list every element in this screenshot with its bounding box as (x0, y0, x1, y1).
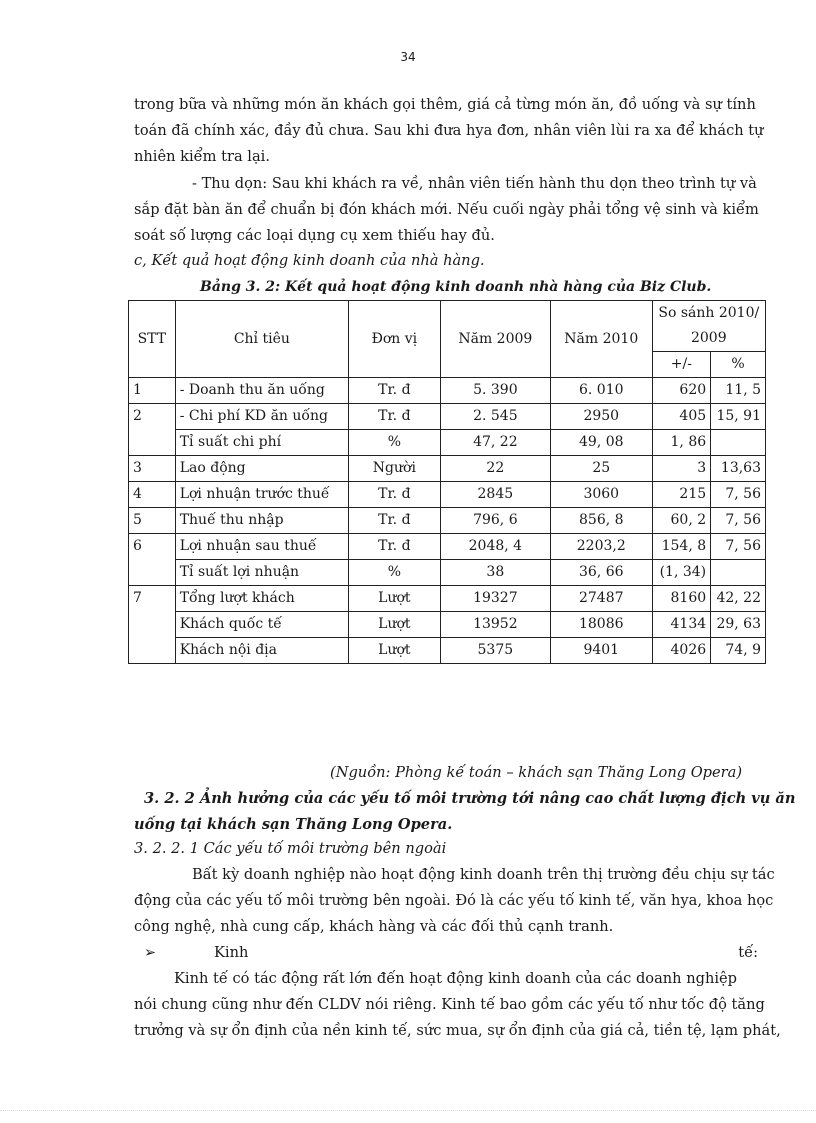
header-pct: % (711, 352, 766, 378)
table-cell: 22 (440, 456, 550, 482)
header-2010: Năm 2010 (550, 301, 652, 378)
text-line: trong bữa và những món ăn khách gọi thêm, giá cả từng món ăn, đồ uống và sự tính (134, 96, 756, 113)
table-row (129, 612, 766, 638)
table-cell: 18086 (550, 612, 652, 638)
subheading-c: c, Kết quả hoạt động kinh doanh của nhà hàng. (134, 252, 485, 269)
table-cell: 38 (440, 560, 550, 586)
table-cell: 60, 2 (652, 508, 711, 534)
arrow-bullet-icon: ➢ (144, 944, 157, 961)
header-row (129, 301, 766, 352)
table-cell: 19327 (440, 586, 550, 612)
economy-paragraph (134, 966, 781, 1044)
table-cell: 29, 63 (711, 612, 766, 638)
table-cell: Lao động (175, 456, 348, 482)
table-cell: Tr. đ (348, 508, 440, 534)
table-cell: 7 (129, 586, 176, 664)
table-cell: 5375 (440, 638, 550, 664)
table-cell: Khách nội địa (175, 638, 348, 664)
table-cell: 405 (652, 404, 711, 430)
intro-paragraph (134, 92, 764, 170)
table-cell: 42, 22 (711, 586, 766, 612)
table-cell: 4026 (652, 638, 711, 664)
table-cell: 3 (129, 456, 176, 482)
section-heading (134, 786, 796, 838)
source-note: (Nguồn: Phòng kế toán – khách sạn Thăng Long Opera) (330, 764, 743, 781)
table-cell: Thuế thu nhập (175, 508, 348, 534)
text-line: soát số lượng các loại dụng cụ xem thiếu hay đủ. (134, 227, 495, 244)
table-cell: Người (348, 456, 440, 482)
table-cell: 3 (652, 456, 711, 482)
table-cell: 4134 (652, 612, 711, 638)
table-cell: 6 (129, 534, 176, 586)
table-cell: Tỉ suất chi phí (175, 430, 348, 456)
table-cell: % (348, 560, 440, 586)
table-cell: 2048, 4 (440, 534, 550, 560)
table-row (129, 586, 766, 612)
table-row (129, 560, 766, 586)
table-cell: 15, 91 (711, 404, 766, 430)
table-cell: 2 (129, 404, 176, 456)
table-cell: 27487 (550, 586, 652, 612)
table-cell (711, 430, 766, 456)
table-cell: 2845 (440, 482, 550, 508)
table-cell: 856, 8 (550, 508, 652, 534)
table-row (129, 404, 766, 430)
table-cell: Lượt (348, 612, 440, 638)
table-cell: 2. 545 (440, 404, 550, 430)
table-cell: Tr. đ (348, 534, 440, 560)
table-cell: 13952 (440, 612, 550, 638)
table-cell: - Doanh thu ăn uống (175, 378, 348, 404)
table-cell: Lợi nhuận trước thuế (175, 482, 348, 508)
table-cell: 4 (129, 482, 176, 508)
table-cell: 11, 5 (711, 378, 766, 404)
table-cell: 1, 86 (652, 430, 711, 456)
page-bottom-divider (0, 1110, 816, 1111)
text-line: nói chung cũng như đến CLDV nói riêng. Kinh tế bao gồm các yếu tố như tốc độ tăng (134, 996, 765, 1013)
table-cell: Tr. đ (348, 482, 440, 508)
heading-line: 3. 2. 2 Ảnh hưởng của các yếu tố môi trường tới nâng cao chất lượng địch vụ ăn (144, 790, 796, 807)
table-cell: - Chi phí KD ăn uống (175, 404, 348, 430)
table-cell: % (348, 430, 440, 456)
table-cell: Lợi nhuận sau thuế (175, 534, 348, 560)
table-row (129, 430, 766, 456)
table-cell: Tổng lượt khách (175, 586, 348, 612)
table-cell: Tr. đ (348, 404, 440, 430)
text-line: động của các yếu tố môi trường bên ngoài. Đó là các yếu tố kinh tế, văn hya, khoa học (134, 892, 774, 909)
external-paragraph (134, 862, 775, 940)
table-cell: 47, 22 (440, 430, 550, 456)
table-cell: 2203,2 (550, 534, 652, 560)
table-cell: Tỉ suất lợi nhuận (175, 560, 348, 586)
cleanup-paragraph (134, 171, 758, 249)
text-line: Bất kỳ doanh nghiệp nào hoạt động kinh doanh trên thị trường đều chịu sự tác (192, 866, 775, 883)
table-row (129, 378, 766, 404)
table-cell: 1 (129, 378, 176, 404)
table-row (129, 482, 766, 508)
table-cell: 49, 08 (550, 430, 652, 456)
table-row (129, 534, 766, 560)
table-cell: 5. 390 (440, 378, 550, 404)
table-cell: 74, 9 (711, 638, 766, 664)
table-cell: 7, 56 (711, 534, 766, 560)
table-cell: 7, 56 (711, 508, 766, 534)
table-caption: Bảng 3. 2: Kết quả hoạt động kinh doanh nhà hàng của Biz Club. (200, 279, 712, 295)
table-cell: 2950 (550, 404, 652, 430)
table-cell: Khách quốc tế (175, 612, 348, 638)
subsection-heading: 3. 2. 2. 1 Các yếu tố môi trường bên ngoài (134, 840, 447, 857)
table-cell (711, 560, 766, 586)
table-cell: Lượt (348, 586, 440, 612)
header-diff: +/- (652, 352, 711, 378)
table-cell: Lượt (348, 638, 440, 664)
table-cell: 5 (129, 508, 176, 534)
text-line: sắp đặt bàn ăn để chuẩn bị đón khách mới. Nếu cuối ngày phải tổng vệ sinh và kiểm (134, 201, 759, 218)
text-line: nhiên kiểm tra lại. (134, 148, 270, 165)
bullet-right-text: tế: (738, 944, 758, 961)
heading-line: uống tại khách sạn Thăng Long Opera. (134, 816, 453, 833)
table-row (129, 508, 766, 534)
table-cell: 8160 (652, 586, 711, 612)
table-cell: 36, 66 (550, 560, 652, 586)
text-line: toán đã chính xác, đầy đủ chưa. Sau khi đưa hya đơn, nhân viên lùi ra xa để khách tự (134, 122, 764, 139)
table-cell: 13,63 (711, 456, 766, 482)
table-cell: 3060 (550, 482, 652, 508)
bullet-left-text: Kinh (214, 944, 249, 961)
table-row (129, 456, 766, 482)
table-cell: 154, 8 (652, 534, 711, 560)
table-cell: 7, 56 (711, 482, 766, 508)
table-cell: Tr. đ (348, 378, 440, 404)
results-table (128, 300, 766, 664)
header-criteria: Chỉ tiêu (175, 301, 348, 378)
header-unit: Đơn vị (348, 301, 440, 378)
header-compare: So sánh 2010/ 2009 (652, 301, 765, 352)
table-cell: 25 (550, 456, 652, 482)
text-line: - Thu dọn: Sau khi khách ra về, nhân viên tiến hành thu dọn theo trình tự và (192, 175, 757, 192)
text-line: Kinh tế có tác động rất lớn đến hoạt động kinh doanh của các doanh nghiệp (174, 970, 738, 987)
text-line: công nghệ, nhà cung cấp, khách hàng và các đối thủ cạnh tranh. (134, 918, 614, 935)
table-cell: 9401 (550, 638, 652, 664)
table-cell: 215 (652, 482, 711, 508)
text-line: trưởng và sự ổn định của nền kinh tế, sức mua, sự ổn định của giá cả, tiền tệ, lạm phát, (134, 1022, 781, 1039)
table-cell: 796, 6 (440, 508, 550, 534)
table-cell: 6. 010 (550, 378, 652, 404)
header-stt: STT (129, 301, 176, 378)
page-number: 34 (400, 50, 416, 64)
table-row (129, 638, 766, 664)
header-2009: Năm 2009 (440, 301, 550, 378)
table-cell: 620 (652, 378, 711, 404)
table-cell: (1, 34) (652, 560, 711, 586)
